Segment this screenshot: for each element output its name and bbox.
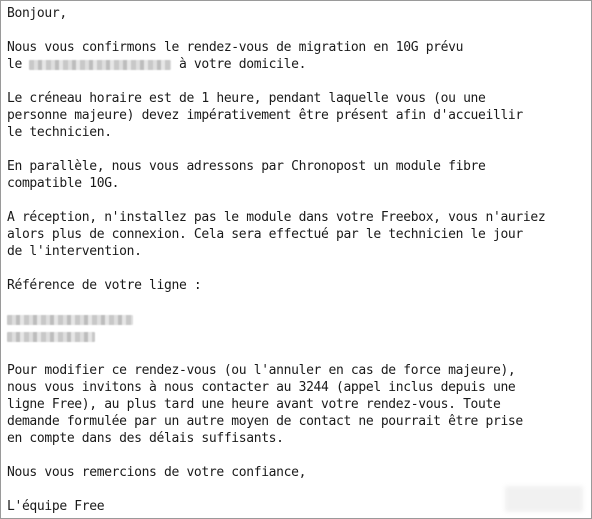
redacted-line-number xyxy=(7,328,587,345)
paragraph-confirmation-line-1: Nous vous confirmons le rendez-vous de migration en 10G prévu xyxy=(7,40,464,55)
redacted-corner-mark xyxy=(505,486,583,512)
paragraph-module-line-1: En parallèle, nous vous adressons par Chronopost un module fibre xyxy=(7,159,486,174)
paragraph-modify-line-4: demande formulée par un autre moyen de contact ne pourrait être prise xyxy=(7,414,523,429)
paragraph-reception-line-1: A réception, n'installez pas le module dans votre Freebox, vous n'auriez xyxy=(7,210,546,225)
thanks-line: Nous vous remercions de votre confiance, xyxy=(7,465,307,480)
paragraph-timeslot-line-2: personne majeure) devez impérativement être présent afin d'accueillir xyxy=(7,108,523,123)
paragraph-modify-line-3: ligne Free), au plus tard une heure avant votre rendez-vous. Toute xyxy=(7,397,501,412)
paragraph-modify-line-2: nous vous invitons à nous contacter au 3244 (appel inclus depuis une xyxy=(7,380,516,395)
paragraph-timeslot-line-1: Le créneau horaire est de 1 heure, pendant laquelle vous (ou une xyxy=(7,91,486,106)
email-body xyxy=(7,5,587,515)
greeting: Bonjour, xyxy=(7,6,67,21)
paragraph-reception-line-3: de l'intervention. xyxy=(7,244,142,259)
redacted-line-id xyxy=(7,315,133,325)
paragraph-modify-line-5: en compte dans des délais suffisants. xyxy=(7,431,284,446)
redacted-line-reference xyxy=(7,311,587,328)
paragraph-modify-line-1: Pour modifier ce rendez-vous (ou l'annuler en cas de force majeure), xyxy=(7,363,516,378)
prefix: le xyxy=(7,57,22,72)
redacted-line-code xyxy=(7,332,95,342)
line-reference-label: Référence de votre ligne : xyxy=(7,278,202,293)
paragraph-module-line-2: compatible 10G. xyxy=(7,176,120,191)
paragraph-timeslot-line-3: le technicien. xyxy=(7,125,112,140)
paragraph-reception-line-2: alors plus de connexion. Cela sera effectué par le technicien le jour xyxy=(7,227,523,242)
suffix: à votre domicile. xyxy=(178,57,307,72)
redacted-date xyxy=(29,60,171,70)
signature: L'équipe Free xyxy=(7,499,105,514)
paragraph-confirmation-line-2 xyxy=(7,56,587,73)
